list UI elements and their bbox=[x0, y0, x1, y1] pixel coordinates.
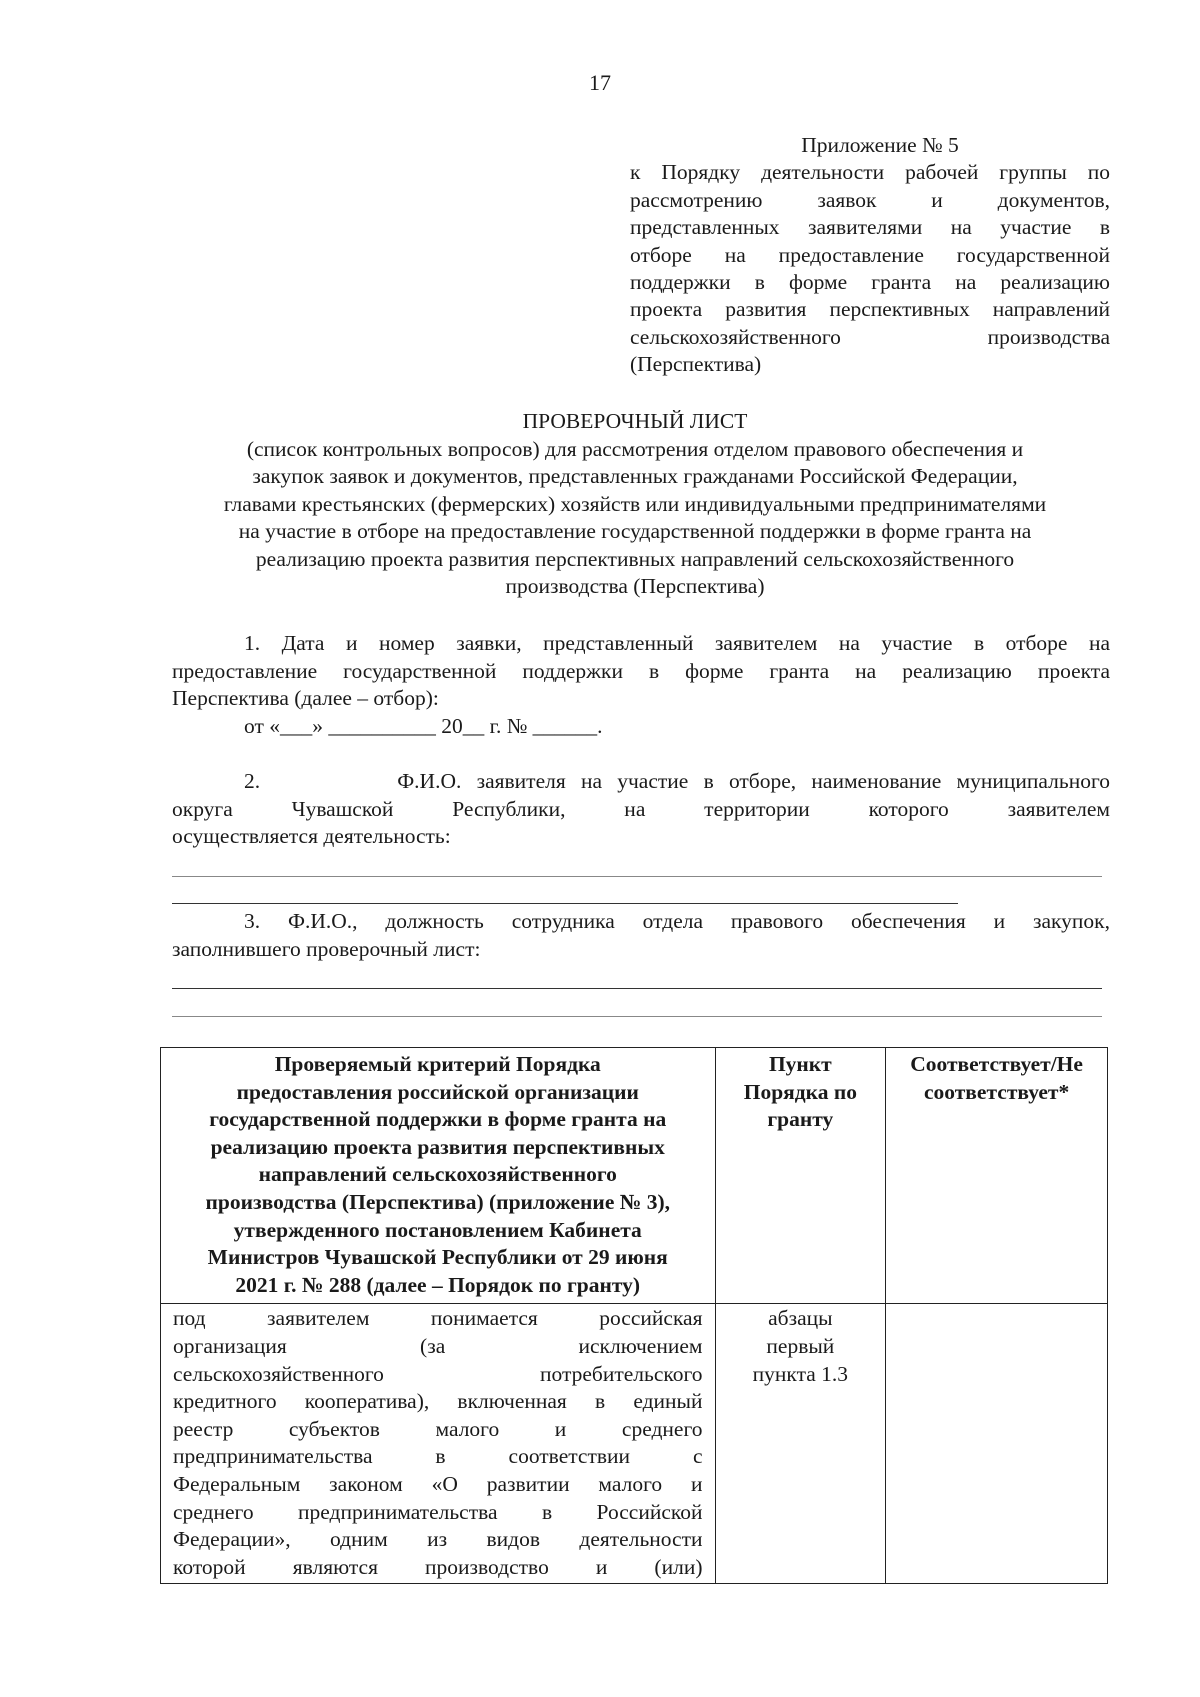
item-2-line: округа Чувашской Республики, на территории которого заявителем bbox=[172, 796, 1110, 821]
criterion-line: среднего предпринимательства в Российской bbox=[173, 1499, 703, 1524]
checklist-table bbox=[160, 1047, 1108, 1584]
header-line: Соответствует/Не bbox=[910, 1052, 1083, 1076]
header-line: Пункт bbox=[768, 1052, 832, 1076]
appendix-line: рассмотрению заявок и документов, bbox=[630, 187, 1110, 212]
header-line: производства (Перспектива) (приложение № 3), bbox=[205, 1189, 670, 1214]
appendix-line: (Перспектива) bbox=[630, 352, 762, 377]
application-date-number-field[interactable]: от «___» __________ 20__ г. № ______. bbox=[244, 713, 603, 738]
item-1-line: Перспектива (далее – отбор): bbox=[172, 686, 439, 711]
item-3-line: 3. Ф.И.О., должность сотрудника отдела правового обеспечения и закупок, bbox=[244, 909, 1110, 933]
criterion-line: организация (за исключением bbox=[173, 1333, 703, 1358]
header-line: 2021 г. № 288 (далее – Порядок по гранту) bbox=[235, 1272, 641, 1297]
compliance-status-cell[interactable] bbox=[886, 1304, 1108, 1584]
subtitle-line: реализацию проекта развития перспективных направлений сельскохозяйственного bbox=[255, 546, 1015, 571]
item-2-line: осуществляется деятельность: bbox=[172, 824, 451, 849]
subtitle-line: закупок заявок и документов, представленных гражданами Российской Федерации, bbox=[252, 464, 1018, 489]
item-3-line: заполнившего проверочный лист: bbox=[172, 936, 481, 961]
subtitle-line: на участие в отборе на предоставление государственной поддержки в форме гранта на bbox=[238, 519, 1032, 544]
item-1-application-date bbox=[172, 630, 1110, 740]
appendix-line: проекта развития перспективных направлений bbox=[630, 297, 1110, 322]
appendix-line: представленных заявителями на участие в bbox=[630, 215, 1110, 240]
header-line: соответствует* bbox=[923, 1079, 1070, 1104]
criterion-line: Федерации», одним из видов деятельности bbox=[173, 1527, 703, 1552]
reference-line: абзацы bbox=[768, 1306, 833, 1331]
appendix-line: отборе на предоставление государственной bbox=[630, 242, 1110, 267]
header-line: гранту bbox=[767, 1107, 834, 1132]
employee-fill-line-2[interactable] bbox=[172, 1016, 1102, 1017]
header-compliance bbox=[886, 1048, 1108, 1304]
appendix-description bbox=[630, 159, 1110, 378]
header-line: Проверяемый критерий Порядка bbox=[274, 1052, 601, 1076]
item-3-employee-name bbox=[172, 908, 1110, 963]
criterion-line: сельскохозяйственного потребительского bbox=[173, 1361, 703, 1386]
criterion-line: которой являются производство и (или) bbox=[173, 1554, 703, 1579]
header-line: реализацию проекта развития перспективных bbox=[210, 1134, 665, 1159]
appendix-line: поддержки в форме гранта на реализацию bbox=[630, 270, 1110, 295]
appendix-line: к Порядку деятельности рабочей группы по bbox=[630, 160, 1110, 185]
header-criterion bbox=[161, 1048, 716, 1304]
header-grant-clause bbox=[715, 1048, 886, 1304]
document-title: ПРОВЕРОЧНЫЙ ЛИСТ bbox=[522, 409, 748, 433]
subtitle-line: производства (Перспектива) bbox=[505, 574, 765, 599]
page-number: 17 bbox=[589, 70, 611, 95]
appendix-header bbox=[630, 132, 1110, 379]
document-subtitle bbox=[160, 436, 1110, 600]
header-line: Министров Чувашской Республики от 29 июня bbox=[207, 1245, 668, 1270]
item-2-applicant-name bbox=[172, 768, 1110, 851]
header-line: утвержденного постановлением Кабинета bbox=[233, 1217, 642, 1242]
table-row bbox=[161, 1304, 1108, 1584]
criterion-line: кредитного кооператива), включенная в единый bbox=[173, 1389, 703, 1414]
criterion-line: под заявителем понимается российская bbox=[173, 1306, 703, 1331]
item-2-line: 2. Ф.И.О. заявителя на участие в отборе, наименование муниципального bbox=[244, 769, 1110, 793]
header-line: государственной поддержки в форме гранта на bbox=[209, 1107, 667, 1132]
criterion-line: реестр субъектов малого и среднего bbox=[173, 1416, 703, 1441]
subtitle-line: главами крестьянских (фермерских) хозяйств или индивидуальными предпринимателями bbox=[223, 491, 1047, 516]
criterion-cell bbox=[161, 1304, 716, 1584]
header-line: направлений сельскохозяйственного bbox=[258, 1162, 617, 1187]
applicant-fill-line-2[interactable] bbox=[172, 903, 958, 904]
employee-fill-line-1[interactable] bbox=[172, 988, 1102, 989]
appendix-line: сельскохозяйственного производства bbox=[630, 324, 1110, 349]
item-1-line: предоставление государственной поддержки в форме гранта на реализацию проекта bbox=[172, 658, 1110, 683]
criterion-line: предпринимательства в соответствии с bbox=[173, 1444, 703, 1469]
table-header-row bbox=[161, 1048, 1108, 1304]
header-line: Порядка по bbox=[743, 1079, 857, 1104]
applicant-fill-line-1[interactable] bbox=[172, 876, 1102, 877]
subtitle-line: (список контрольных вопросов) для рассмотрения отделом правового обеспечения и bbox=[246, 437, 1024, 461]
header-line: предоставления российской организации bbox=[236, 1079, 639, 1104]
reference-line: первый bbox=[766, 1333, 835, 1358]
reference-line: пункта 1.3 bbox=[752, 1361, 849, 1386]
reference-cell bbox=[715, 1304, 886, 1584]
appendix-title: Приложение № 5 bbox=[801, 133, 959, 157]
item-1-line: 1. Дата и номер заявки, представленный заявителем на участие в отборе на bbox=[244, 631, 1110, 655]
criterion-line: Федеральным законом «О развитии малого и bbox=[173, 1471, 703, 1496]
